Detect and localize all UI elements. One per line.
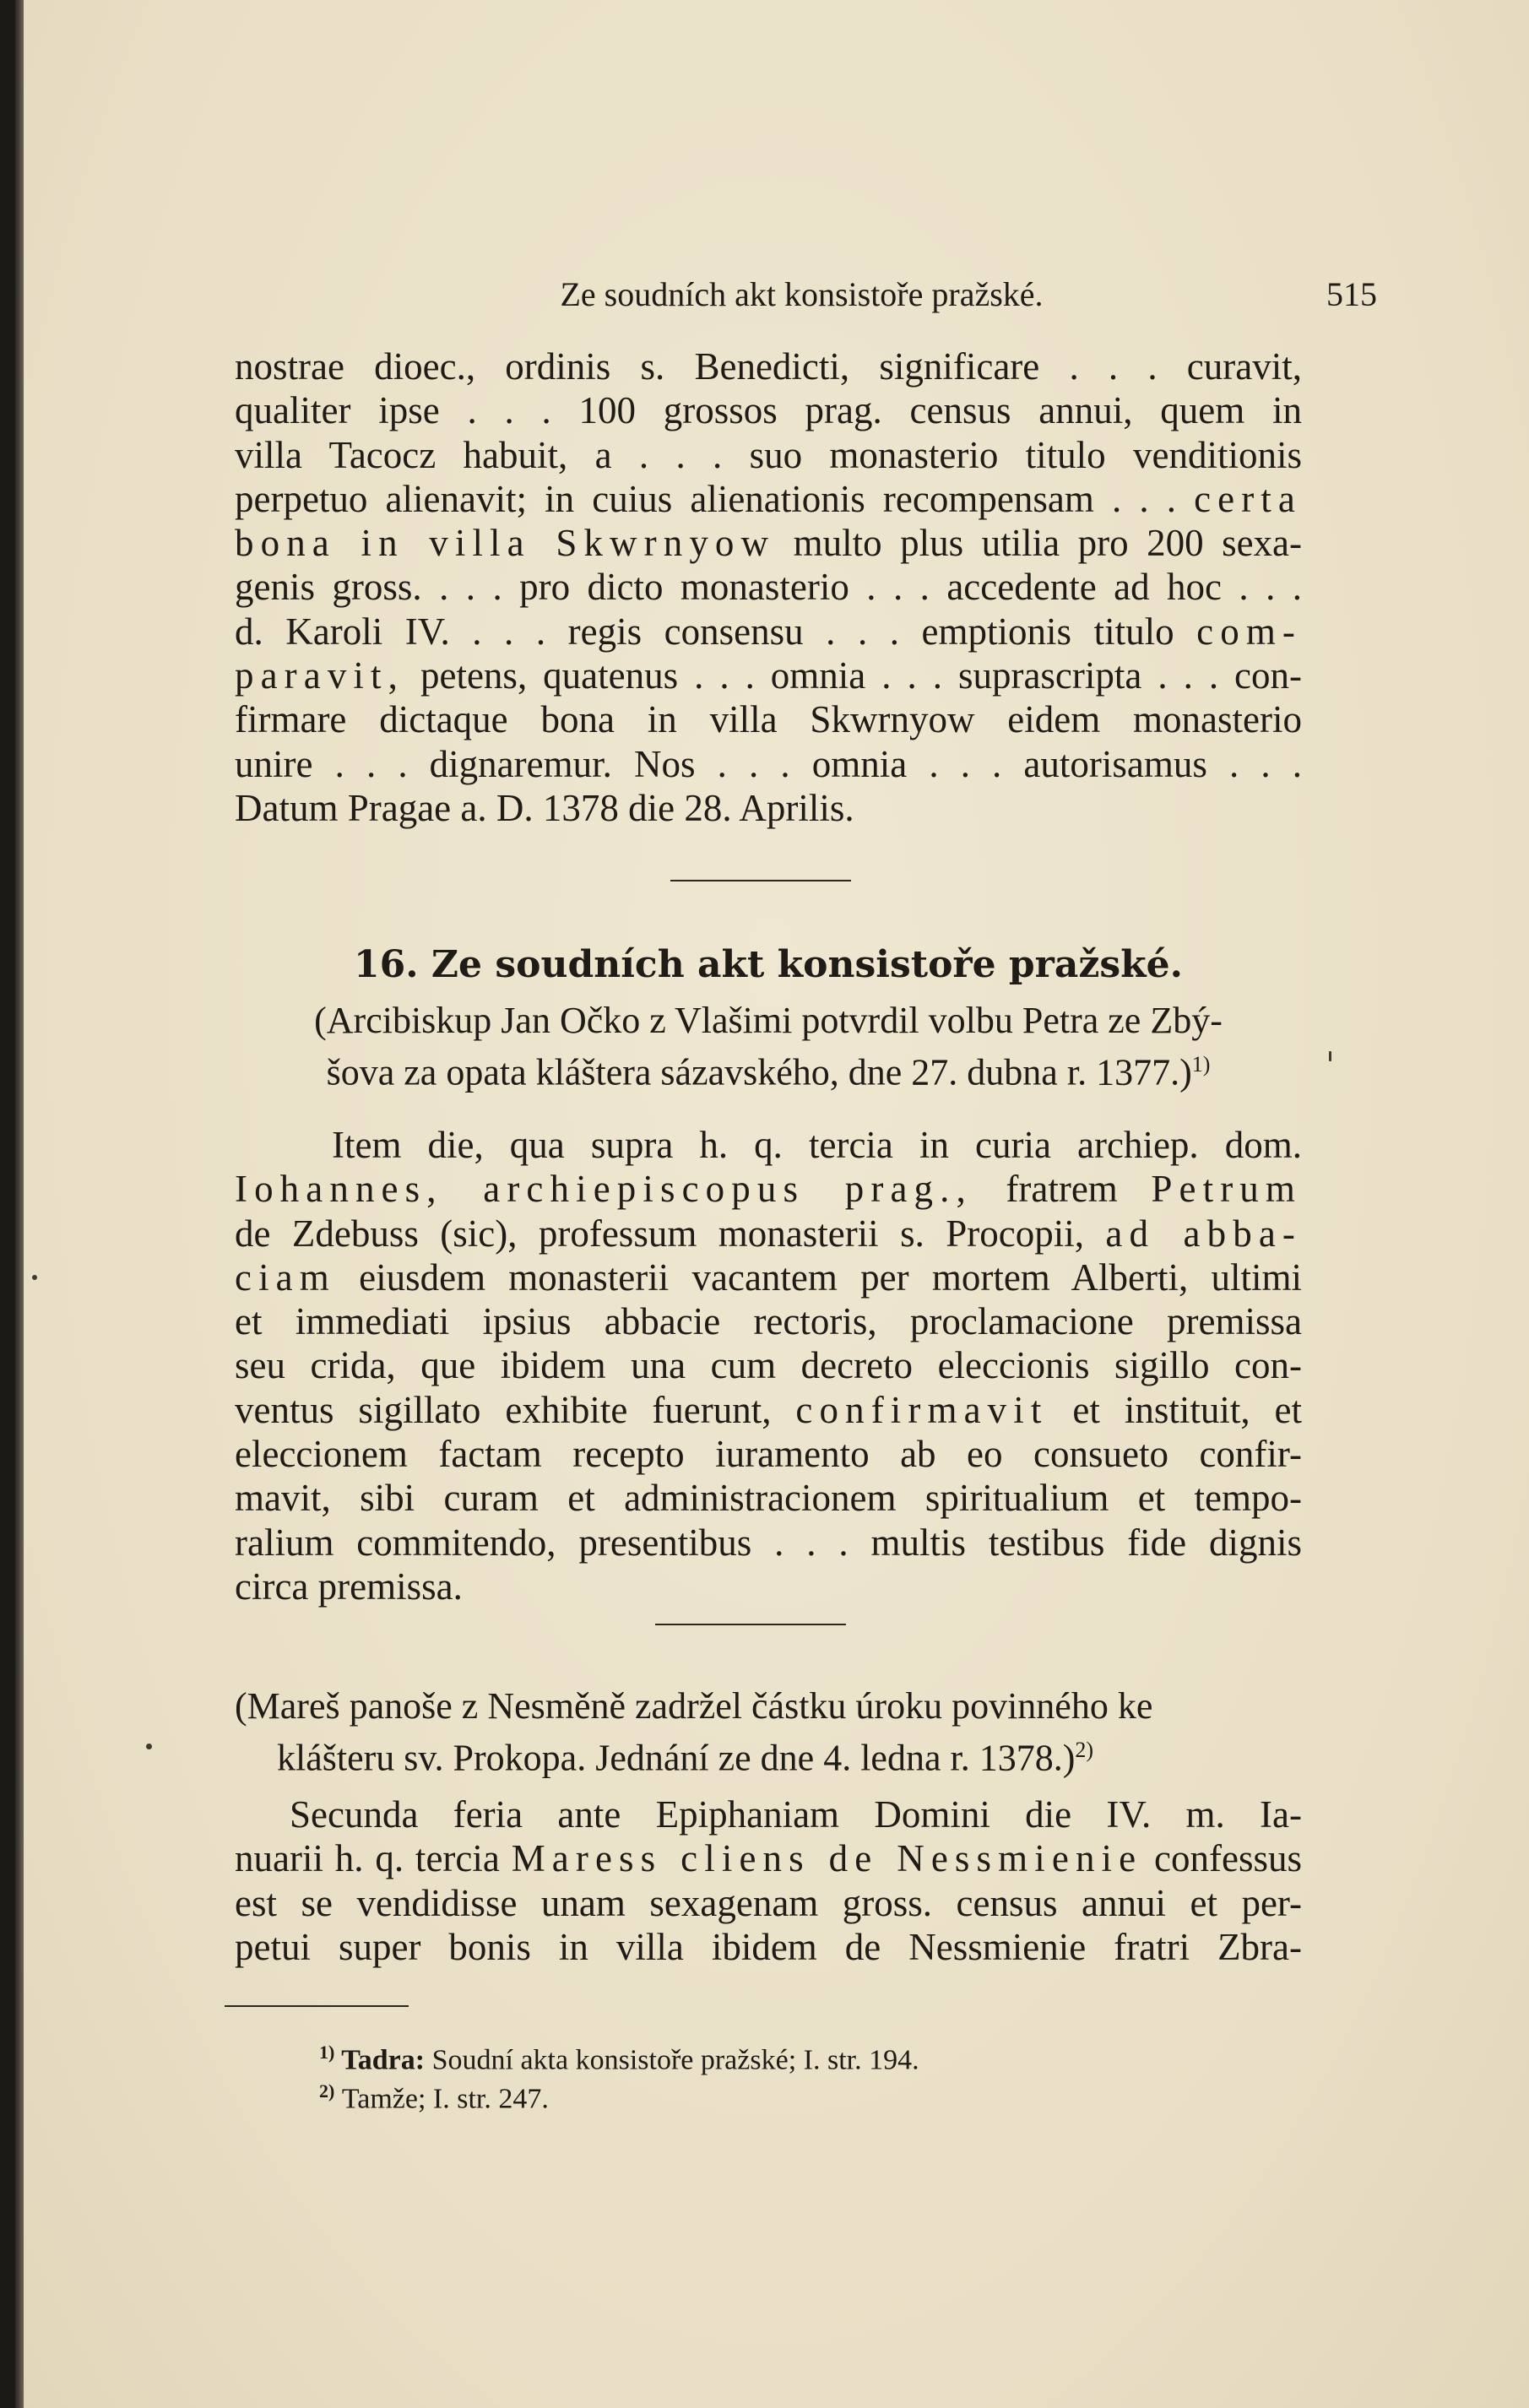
emphasized-phrase: Maress cliens de Nessmienie <box>511 1837 1143 1880</box>
emphasized-phrase: Iohannes, archiepiscopus prag., <box>235 1168 973 1211</box>
text-line: unire . . . dignaremur. Nos . . . omnia . . . autorisamus . . . <box>235 742 1302 785</box>
entry-text-block <box>235 1123 1302 1608</box>
footnote-reference: 1) <box>1191 1052 1211 1077</box>
text-segment: petens, quatenus . . . omnia . . . suprascripta . . . con- <box>420 654 1303 697</box>
text-line <box>235 610 1302 654</box>
subheading-text: klášteru sv. Prokopa. Jednání ze dne 4. ledna r. 1378.) <box>277 1737 1076 1779</box>
text-segment: de Zdebuss (sic), professum monasterii s. Procopii, <box>235 1212 1084 1255</box>
emphasized-word: paravit, <box>235 654 404 697</box>
text-segment: confessus <box>1154 1837 1303 1880</box>
text-segment: et instituit, et <box>1072 1388 1303 1431</box>
text-segment: ventus sigillato exhibite fuerunt, <box>235 1388 772 1431</box>
text-line <box>235 477 1302 521</box>
emphasized-word: ciam <box>235 1256 336 1299</box>
text-line <box>235 1212 1302 1256</box>
section-heading: 16. Ze soudních akt konsistoře pražské. <box>354 943 1183 986</box>
emphasized-word: certa <box>1194 477 1302 520</box>
entry-paragraph <box>235 1792 1302 1969</box>
page <box>15 0 1529 2408</box>
text-line <box>235 654 1302 697</box>
text-line: Item die, qua supra h. q. tercia in curia archiep. dom. <box>332 1124 1302 1166</box>
page-binding-edge <box>15 0 24 2408</box>
subheading-line <box>235 1043 1302 1095</box>
text-line <box>235 1836 1302 1880</box>
footnote-number: 2) <box>319 2080 335 2102</box>
emphasized-word: Petrum <box>1151 1168 1302 1211</box>
section-divider-rule <box>655 1624 846 1625</box>
footnote-text: Soudní akta konsistoře pražské; I. str. 194. <box>431 2044 919 2076</box>
footnote-number: 1) <box>319 2042 335 2063</box>
charter-text-block <box>235 344 1302 830</box>
page-number: 515 <box>1326 275 1377 313</box>
charter-paragraph <box>235 344 1302 830</box>
text-line: firmare dictaque bona in villa Skwrnyow eidem monasterio <box>235 698 1302 741</box>
text-line: eleccionem factam recepto iuramento ab eo consueto confir- <box>235 1433 1302 1476</box>
text-line: seu crida, que ibidem una cum decreto eleccionis sigillo con- <box>235 1344 1302 1387</box>
emphasized-word: confirmavit <box>795 1388 1049 1431</box>
text-segment: nuarii h. q. tercia <box>235 1837 500 1880</box>
subheading-line <box>235 1728 1302 1781</box>
footnote-text: Tamže; I. str. 247. <box>341 2083 549 2115</box>
text-line: Secunda feria ante Epiphaniam Domini die IV. m. Ia- <box>290 1793 1302 1836</box>
footnote-author: Tadra: <box>341 2044 426 2076</box>
text-line: mavit, sibi curam et administracionem spiritualium et tempo- <box>235 1477 1302 1520</box>
emphasized-phrase: bona in villa Skwrnyow <box>235 522 776 565</box>
text-line: circa premissa. <box>235 1565 463 1608</box>
text-line: nostrae dioec., ordinis s. Benedicti, significare . . . curavit, <box>235 345 1302 388</box>
text-segment: multo plus utilia pro 200 sexa- <box>793 522 1303 565</box>
text-segment: fratrem <box>1006 1168 1118 1211</box>
footnote-rule <box>225 2005 409 2007</box>
text-line <box>235 1167 1302 1211</box>
text-line <box>235 1256 1302 1299</box>
text-line: petui super bonis in villa ibidem de Nessmienie fratri Zbra- <box>235 1925 1302 1968</box>
text-line: qualiter ipse . . . 100 grossos prag. census annui, quem in <box>235 389 1302 432</box>
text-line <box>235 1388 1302 1432</box>
entry-text-block <box>235 1792 1302 1969</box>
page-speck <box>32 1275 37 1280</box>
text-line: villa Tacocz habuit, a . . . suo monasterio titulo venditionis <box>235 433 1302 476</box>
subheading-line: (Mareš panoše z Nesměně zadržel částku úroku povinného ke <box>235 1685 1153 1727</box>
text-segment: d. Karoli IV. . . . regis consensu . . . emptionis titulo <box>235 610 1174 653</box>
section-divider-rule <box>670 880 851 881</box>
running-head <box>226 274 1377 317</box>
text-line: Datum Pragae a. D. 1378 die 28. Aprilis. <box>235 786 854 829</box>
text-line: est se vendidisse unam sexagenam gross. census annui et per- <box>235 1881 1302 1924</box>
text-line: et immediati ipsius abbacie rectoris, proclamacione premissa <box>235 1300 1302 1343</box>
entry-paragraph <box>235 1123 1302 1608</box>
text-segment: eiusdem monasterii vacantem per mortem Alberti, ultimi <box>359 1256 1303 1299</box>
emphasized-word: com- <box>1196 610 1303 653</box>
footnote-2 <box>319 2080 549 2115</box>
footnote-1 <box>319 2042 919 2076</box>
text-line <box>235 521 1302 565</box>
text-line: ralium commitendo, presentibus . . . multis testibus fide dignis <box>235 1521 1302 1564</box>
section-subheading <box>235 1684 1302 1781</box>
subheading-text: šova za opata kláštera sázavského, dne 27. dubna r. 1377.) <box>326 1051 1192 1093</box>
subheading-line: (Arcibiskup Jan Očko z Vlašimi potvrdil volbu Petra ze Zbý- <box>314 1000 1223 1041</box>
page-speck <box>146 1744 152 1749</box>
running-title: Ze soudních akt konsistoře pražské. <box>560 275 1044 313</box>
page-speck <box>1329 1051 1331 1061</box>
section-subheading <box>235 999 1302 1095</box>
emphasized-phrase: ad abba- <box>1105 1212 1302 1255</box>
text-segment: perpetuo alienavit; in cuius alienationis recompensam . . . <box>235 477 1176 520</box>
footnote-reference: 2) <box>1075 1738 1094 1762</box>
text-line: genis gross. . . . pro dicto monasterio . . . accedente ad hoc . . . <box>235 566 1302 609</box>
